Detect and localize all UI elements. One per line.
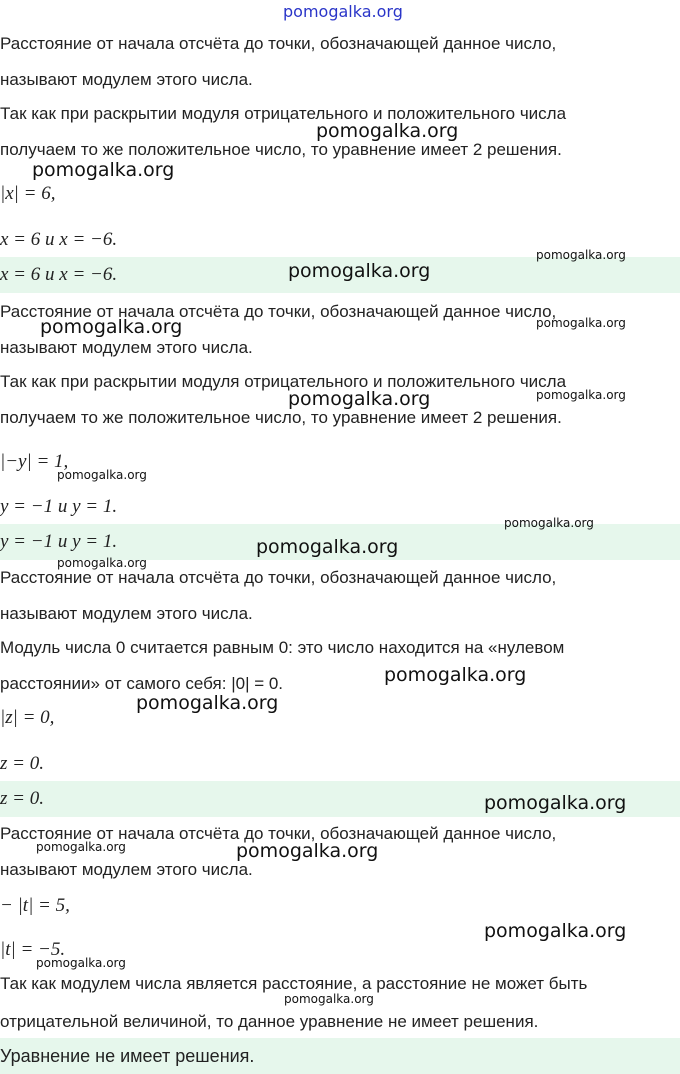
watermark: pomogalka.org [57, 556, 147, 570]
answer-line: Уравнение не имеет решения. [0, 1038, 680, 1074]
watermark: pomogalka.org [288, 260, 431, 282]
answer-line: z = 0. [0, 781, 680, 817]
text-line: называют модулем этого числа. [0, 604, 253, 623]
math-line: x = 6 и x = −6. [0, 229, 118, 250]
math-line: z = 0. [0, 753, 44, 774]
math-line: y = −1 и y = 1. [0, 496, 118, 517]
watermark: pomogalka.org [36, 840, 126, 854]
watermark: pomogalka.org [536, 248, 626, 262]
text-line: Так как модулем числа является расстояние, а расстояние не может быть [0, 974, 588, 993]
text-line: Модуль числа 0 считается равным 0: это число находится на «нулевом [0, 638, 565, 657]
text-line: Расстояние от начала отсчёта до точки, обозначающей данное число, [0, 568, 557, 587]
answer-line: y = −1 и y = 1. [0, 524, 680, 560]
text-line: Расстояние от начала отсчёта до точки, обозначающей данное число, [0, 302, 557, 321]
watermark: pomogalka.org [236, 840, 379, 862]
math-line: |t| = −5. [0, 939, 66, 960]
watermark-top: pomogalka.org [283, 2, 403, 21]
watermark: pomogalka.org [288, 388, 431, 410]
text-line: Расстояние от начала отсчёта до точки, обозначающей данное число, [0, 34, 557, 53]
watermark: pomogalka.org [484, 792, 627, 814]
watermark: pomogalka.org [536, 388, 626, 402]
math-line: |z| = 0, [0, 707, 55, 728]
watermark: pomogalka.org [504, 516, 594, 530]
text-line: отрицательной величиной, то данное уравнение не имеет решения. [0, 1012, 539, 1031]
watermark: pomogalka.org [384, 664, 527, 686]
text-line: расстоянии» от самого себя: |0| = 0. [0, 674, 284, 693]
watermark: pomogalka.org [40, 316, 183, 338]
watermark: pomogalka.org [136, 692, 279, 714]
math-line: − |t| = 5, [0, 895, 70, 916]
text-line: называют модулем этого числа. [0, 860, 253, 879]
watermark: pomogalka.org [256, 536, 399, 558]
math-line: |−y| = 1, [0, 451, 69, 472]
watermark: pomogalka.org [536, 316, 626, 330]
text-line: называют модулем этого числа. [0, 338, 253, 357]
math-line: |x| = 6, [0, 183, 56, 204]
text-line: называют модулем этого числа. [0, 70, 253, 89]
text-line: Так как при раскрытии модуля отрицательного и положительного числа [0, 372, 567, 391]
text-line: Расстояние от начала отсчёта до точки, обозначающей данное число, [0, 824, 557, 843]
watermark: pomogalka.org [484, 920, 627, 942]
answer-line: x = 6 и x = −6. [0, 257, 680, 293]
watermark: pomogalka.org [316, 120, 459, 142]
text-line: Так как при раскрытии модуля отрицательного и положительного числа [0, 104, 567, 123]
watermark: pomogalka.org [32, 159, 175, 181]
watermark: pomogalka.org [284, 992, 374, 1006]
watermark: pomogalka.org [36, 956, 126, 970]
text-line: получаем то же положительное число, то уравнение имеет 2 решения. [0, 140, 562, 159]
watermark: pomogalka.org [57, 468, 147, 482]
text-line: получаем то же положительное число, то уравнение имеет 2 решения. [0, 408, 562, 427]
